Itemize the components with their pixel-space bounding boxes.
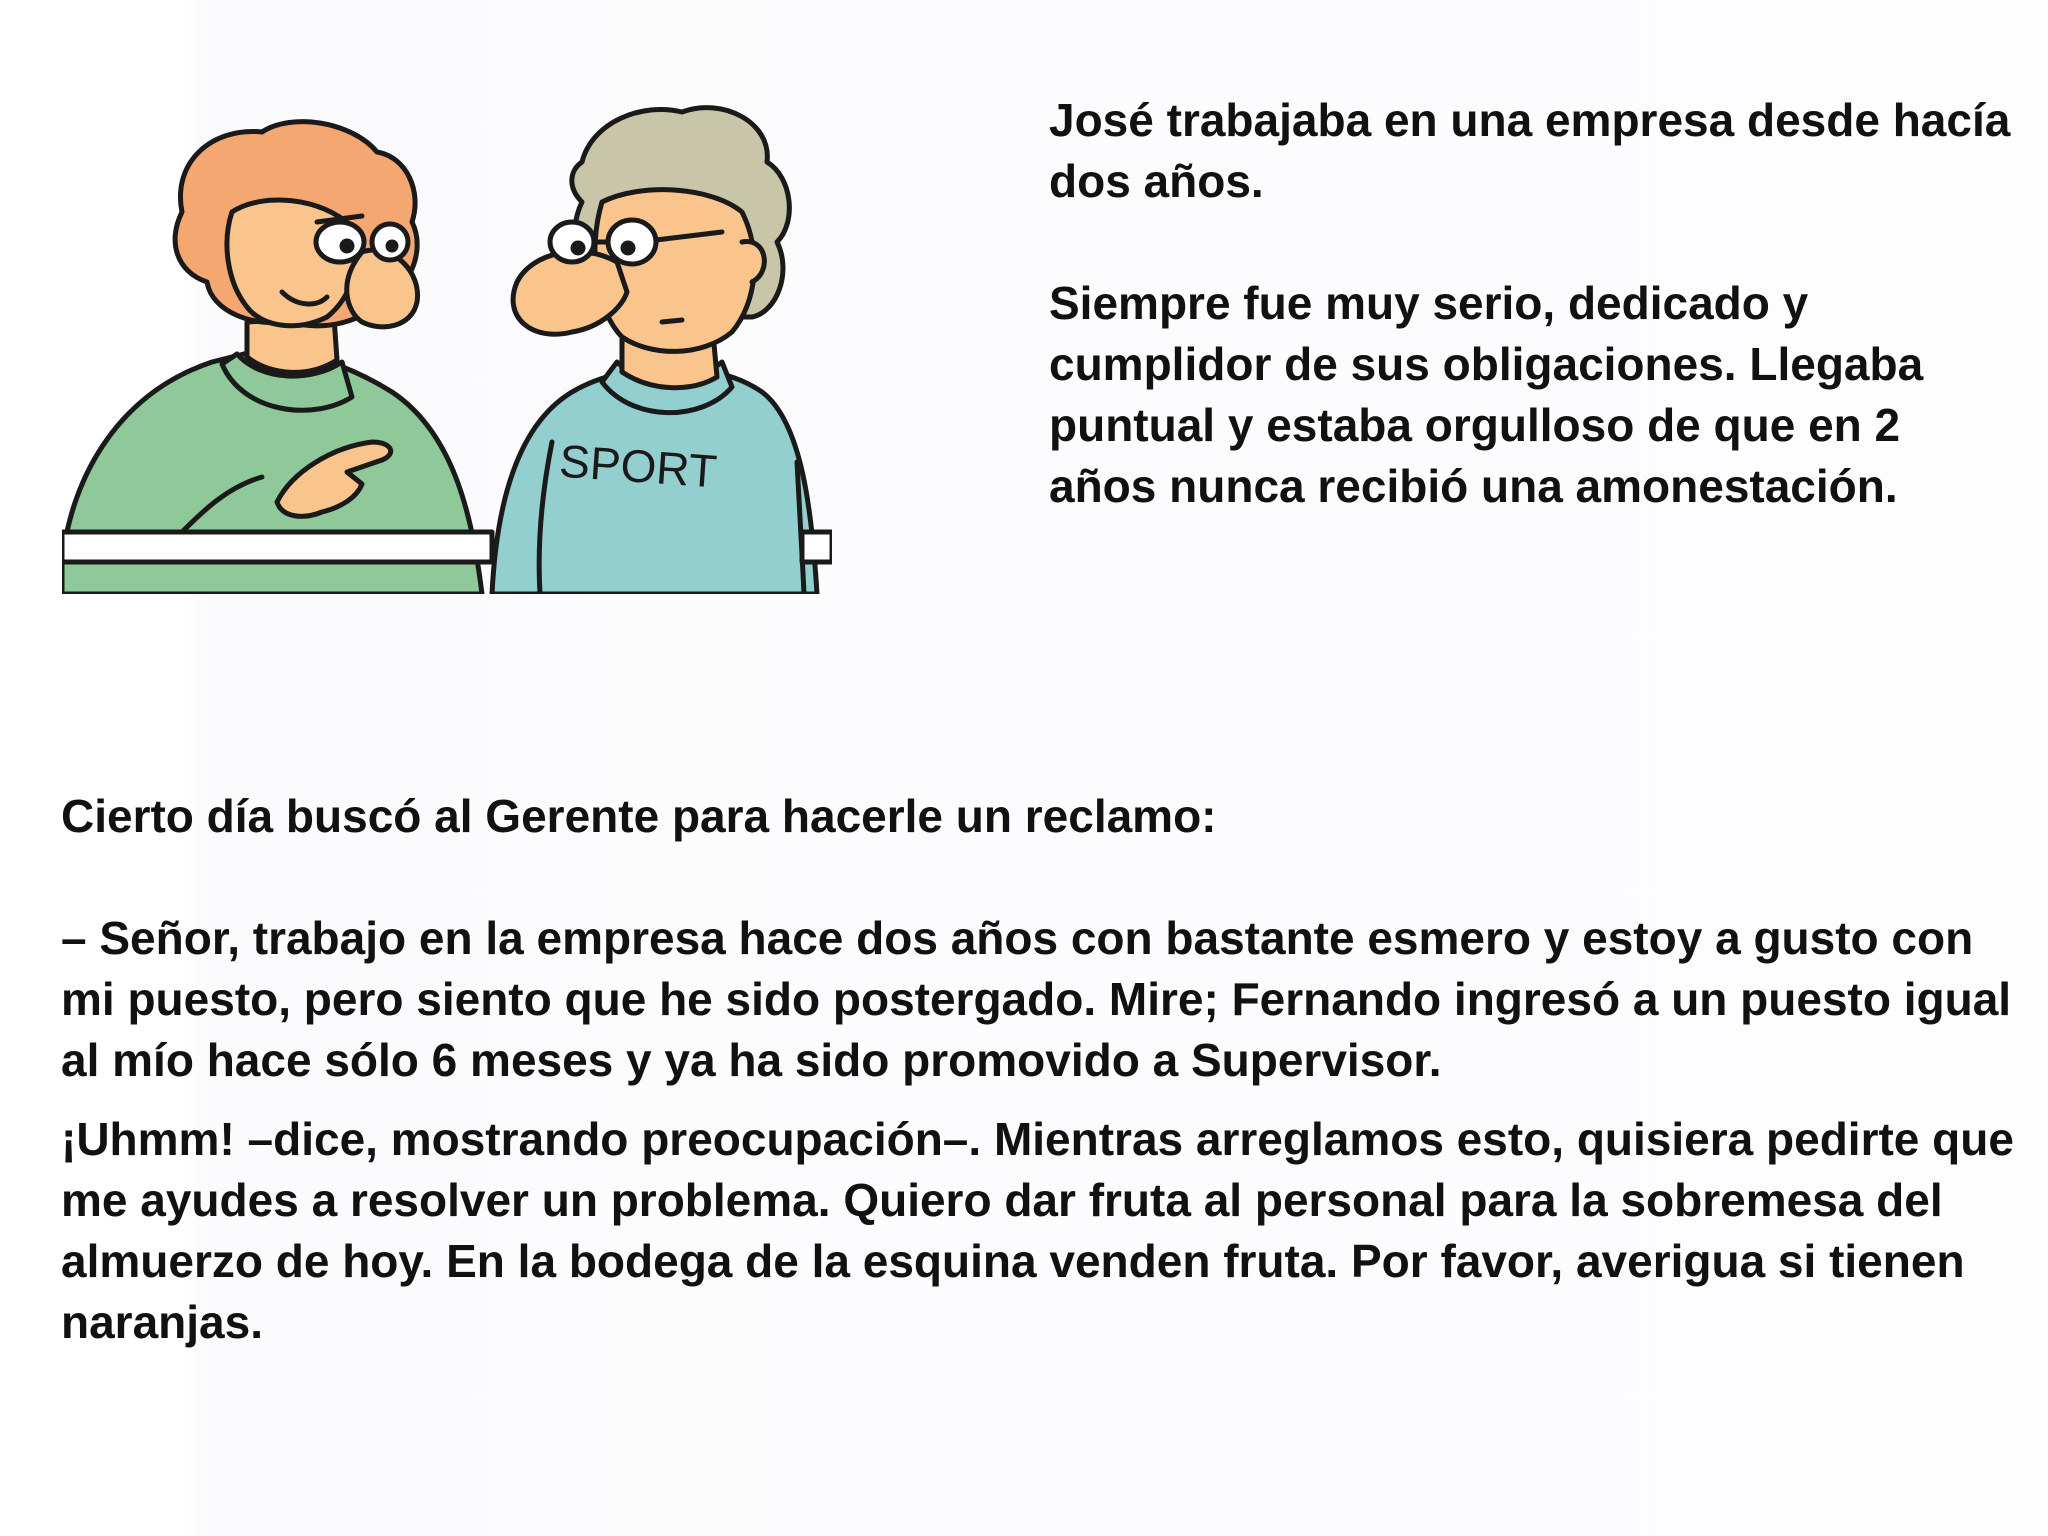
cartoon-illustration bbox=[62, 92, 832, 594]
right-glasses-lens bbox=[550, 222, 594, 262]
left-glasses-lens bbox=[316, 222, 364, 262]
intro-paragraph-1: José trabajaba en una empresa desde hacía dos años. bbox=[1049, 94, 2011, 207]
story-paragraph-1: Cierto día buscó al Gerente para hacerle un reclamo: bbox=[61, 790, 1217, 842]
intro-text bbox=[1049, 90, 2019, 517]
sweater-text: SPORT bbox=[557, 434, 719, 498]
story-text bbox=[61, 786, 2021, 1353]
table-edge bbox=[62, 532, 492, 562]
story-paragraph-2: – Señor, trabajo en la empresa hace dos años con bastante esmero y estoy a gusto con mi puesto, pero siento que he sido postergado. Mire; Fernando ingresó a un puesto igual al mío hace sólo 6 meses y ya ha sido promovido a Supervisor. bbox=[61, 912, 2012, 1086]
intro-paragraph-2: Siempre fue muy serio, dedicado y cumplidor de sus obligaciones. Llegaba puntual y estaba orgulloso de que en 2 años nunca recibió una amonestación. bbox=[1049, 277, 1924, 512]
story-paragraph-3: ¡Uhmm! –dice, mostrando preocupación–. Mientras arreglamos esto, quisiera pedirte que me ayudes a resolver un problema. Quiero dar fruta al personal para la sobremesa del almuerzo de hoy. En la bodega de la esquina venden fruta. Por favor, averigua si tienen naranjas. bbox=[61, 1113, 2014, 1348]
